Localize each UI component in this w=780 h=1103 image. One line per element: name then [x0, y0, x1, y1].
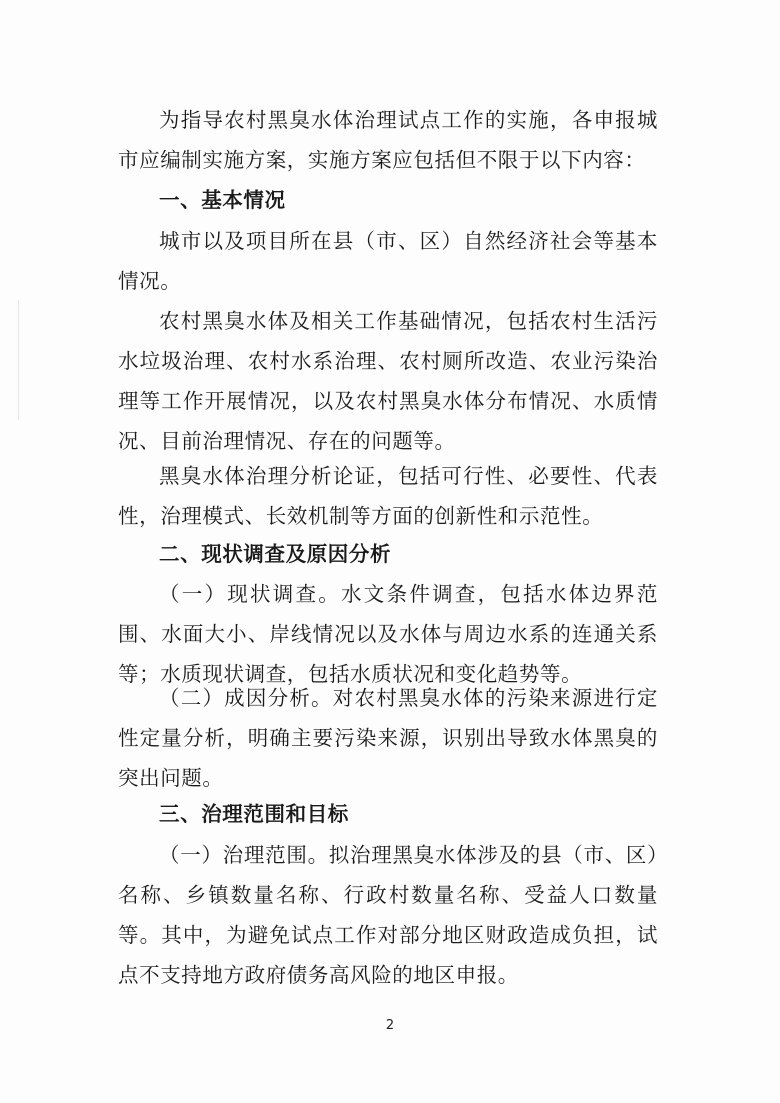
section-3-paragraph-1: （一）治理范围。拟治理黑臭水体涉及的县（市、区）名称、乡镇数量名称、行政村数量名称、受益人口数量等。其中，为避免试点工作对部分地区财政造成负担，试点不支持地方政府债务高风险的地区申报。 — [118, 843, 658, 987]
section-2-paragraph-2: （二）成因分析。对农村黑臭水体的污染来源进行定性定量分析，明确主要污染来源，识别出导致水体黑臭的突出问题。 — [118, 686, 658, 790]
section-1-paragraph-1: 城市以及项目所在县（市、区）自然经济社会等基本情况。 — [118, 229, 658, 293]
intro-paragraph: 为指导农村黑臭水体治理试点工作的实施，各申报城市应编制实施方案，实施方案应包括但不限于以下内容： — [118, 108, 658, 172]
section-2-heading: 二、现状调查及原因分析 — [159, 542, 392, 566]
section-2-paragraph-1: （一）现状调查。水文条件调查，包括水体边界范围、水面大小、岸线情况以及水体与周边水系的连通关系等；水质现状调查，包括水质状况和变化趋势等。 — [118, 582, 658, 686]
page-number: 2 — [385, 1018, 395, 1033]
scan-edge-mark — [18, 300, 19, 420]
section-3-heading: 三、治理范围和目标 — [159, 802, 349, 826]
section-1-heading: 一、基本情况 — [159, 188, 286, 212]
section-1-paragraph-3: 黑臭水体治理分析论证，包括可行性、必要性、代表性，治理模式、长效机制等方面的创新性和示范性。 — [118, 464, 658, 528]
section-1-paragraph-2: 农村黑臭水体及相关工作基础情况，包括农村生活污水垃圾治理、农村水系治理、农村厕所改造、农业污染治理等工作开展情况，以及农村黑臭水体分布情况、水质情况、目前治理情况、存在的问题等。 — [118, 309, 658, 453]
